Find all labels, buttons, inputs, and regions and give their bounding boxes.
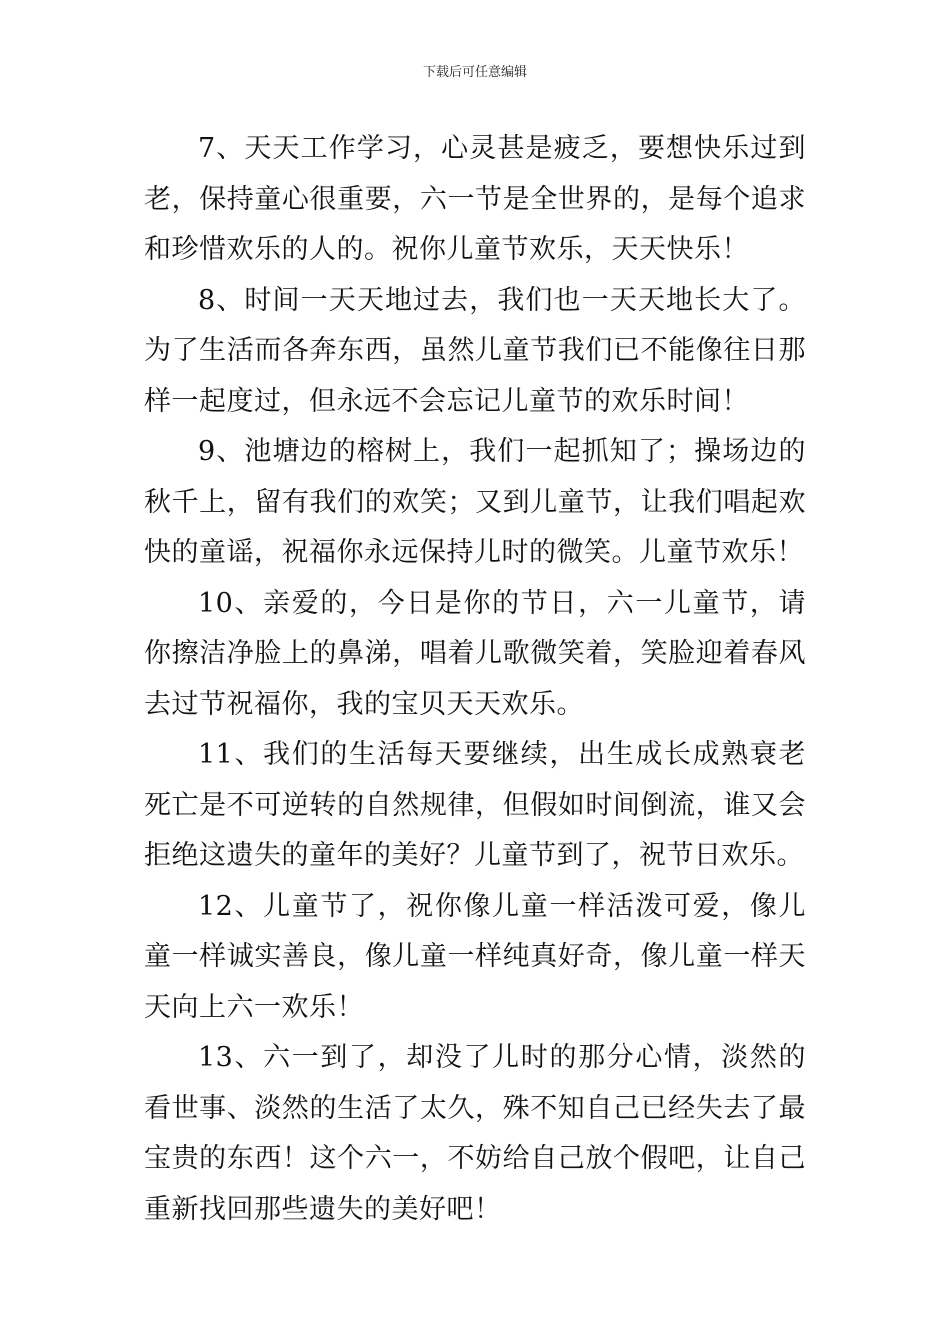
- paragraph-11: 11、我们的生活每天要继续，出生成长成熟衰老死亡是不可逆转的自然规律，但假如时间倒流，谁又会拒绝这遗失的童年的美好？儿童节到了，祝节日欢乐。: [144, 739, 806, 871]
- paragraph-10: 10、亲爱的，今日是你的节日，六一儿童节，请你擦洁净脸上的鼻涕，唱着儿歌微笑着，笑脸迎着春风去过节祝福你，我的宝贝天天欢乐。: [144, 587, 806, 720]
- document-body: [144, 124, 806, 1235]
- page-header: 下载后可任意编辑: [422, 65, 527, 80]
- paragraph-12: 12、儿童节了，祝你像儿童一样活泼可爱，像儿童一样诚实善良，像儿童一样纯真好奇，像儿童一样天天向上六一欢乐！: [144, 890, 806, 1023]
- paragraph-13: 13、六一到了，却没了儿时的那分心情，淡然的看世事、淡然的生活了太久，殊不知自己已经失去了最宝贵的东西！这个六一，不妨给自己放个假吧，让自己重新找回那些遗失的美好吧！: [144, 1042, 806, 1225]
- paragraph-7: 7、天天工作学习，心灵甚是疲乏，要想快乐过到老，保持童心很重要，六一节是全世界的，是每个追求和珍惜欢乐的人的。祝你儿童节欢乐，天天快乐！: [144, 133, 806, 265]
- paragraph-8: 8、时间一天天地过去，我们也一天天地长大了。为了生活而各奔东西，虽然儿童节我们已不能像往日那样一起度过，但永远不会忘记儿童节的欢乐时间！: [144, 284, 806, 417]
- paragraph-9: 9、池塘边的榕树上，我们一起抓知了；操场边的秋千上，留有我们的欢笑；又到儿童节，让我们唱起欢快的童谣，祝福你永远保持儿时的微笑。儿童节欢乐！: [144, 436, 806, 568]
